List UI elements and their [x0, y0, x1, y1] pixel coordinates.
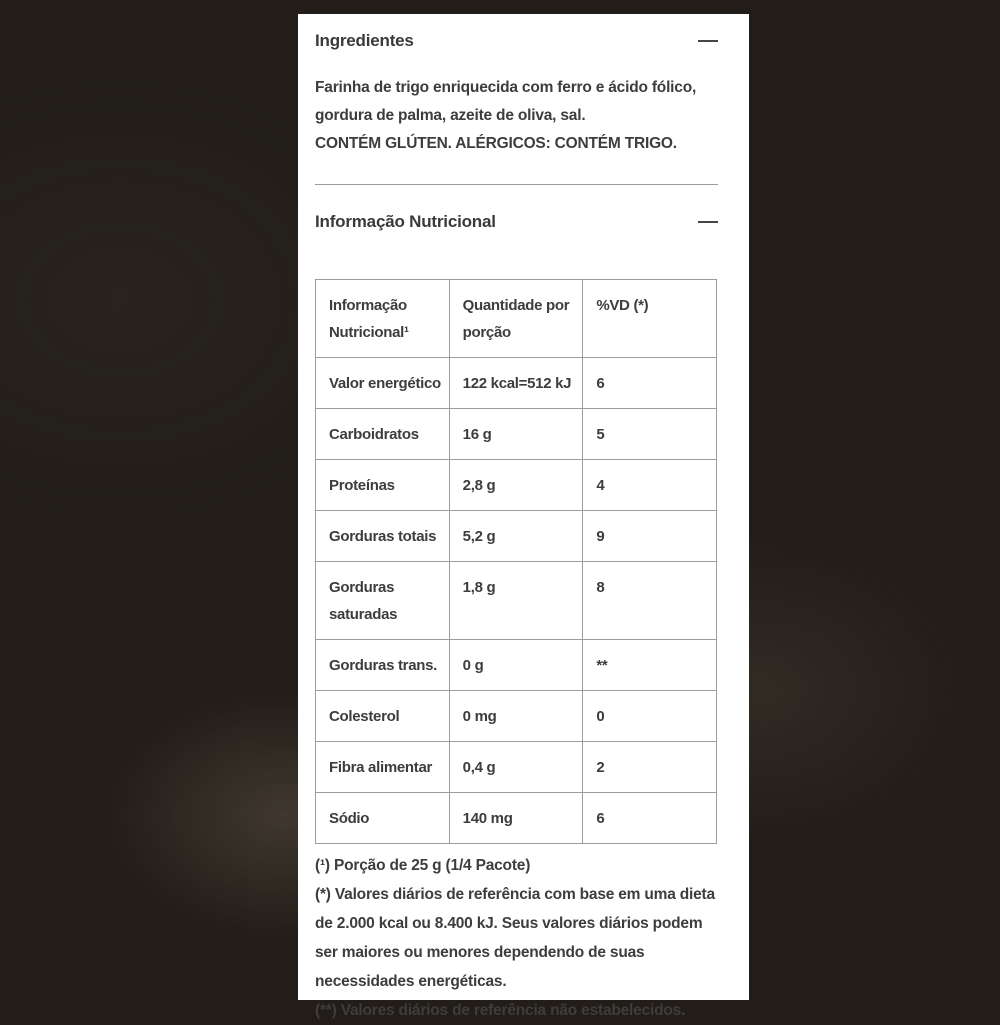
nutrition-table: [315, 279, 717, 844]
quantity-cell: 0 g: [449, 640, 583, 691]
table-row: [316, 691, 717, 742]
dv-cell: 2: [583, 742, 717, 793]
quantity-cell: 1,8 g: [449, 562, 583, 640]
dv-cell: 0: [583, 691, 717, 742]
dv-cell: 6: [583, 793, 717, 844]
dv-cell: 8: [583, 562, 717, 640]
minus-icon: [698, 40, 718, 42]
table-footnotes: [315, 851, 718, 1025]
quantity-cell: 16 g: [449, 409, 583, 460]
ingredients-text: Farinha de trigo enriquecida com ferro e ácido fólico, gordura de palma, azeite de oliva, sal.: [315, 79, 697, 124]
dv-cell: 9: [583, 511, 717, 562]
nutrient-cell: Gorduras trans.: [316, 640, 450, 691]
header-dv-column: %VD (*): [583, 280, 717, 358]
dv-cell: 5: [583, 409, 717, 460]
footnote-daily-values: (*) Valores diários de referência com base em uma dieta de 2.000 kcal ou 8.400 kJ. Seus valores diários podem ser maiores ou menores dependendo de suas necessidades energéticas.: [315, 886, 715, 990]
dv-cell: **: [583, 640, 717, 691]
nutrient-cell: Sódio: [316, 793, 450, 844]
nutrition-section-header: [315, 210, 718, 234]
dv-cell: 4: [583, 460, 717, 511]
header-quantity-column: Quantidade por porção: [449, 280, 583, 358]
table-header-row: [316, 280, 717, 358]
footnote-not-established: (**) Valores diários de referência não estabelecidos.: [315, 1002, 686, 1019]
table-row: [316, 793, 717, 844]
nutrient-cell: Fibra alimentar: [316, 742, 450, 793]
quantity-cell: 5,2 g: [449, 511, 583, 562]
table-row: [316, 358, 717, 409]
header-nutrient-column: Informação Nutricional¹: [316, 280, 450, 358]
quantity-cell: 122 kcal=512 kJ: [449, 358, 583, 409]
minus-icon: [698, 221, 718, 223]
quantity-cell: 0,4 g: [449, 742, 583, 793]
allergen-text: CONTÉM GLÚTEN. ALÉRGICOS: CONTÉM TRIGO.: [315, 135, 677, 152]
table-row: [316, 640, 717, 691]
nutrition-title: Informação Nutricional: [315, 212, 496, 231]
table-row: [316, 511, 717, 562]
ingredients-body: [315, 74, 718, 158]
quantity-cell: 0 mg: [449, 691, 583, 742]
table-row: [316, 742, 717, 793]
footnote-serving: (¹) Porção de 25 g (1/4 Pacote): [315, 857, 531, 874]
nutrient-cell: Gorduras saturadas: [316, 562, 450, 640]
quantity-cell: 140 mg: [449, 793, 583, 844]
table-row: [316, 409, 717, 460]
nutrient-cell: Colesterol: [316, 691, 450, 742]
table-row: [316, 460, 717, 511]
nutrient-cell: Proteínas: [316, 460, 450, 511]
ingredients-title: Ingredientes: [315, 31, 414, 50]
nutrient-cell: Carboidratos: [316, 409, 450, 460]
nutrient-cell: Valor energético: [316, 358, 450, 409]
ingredients-section-header: [315, 29, 718, 53]
product-info-panel: [298, 14, 749, 1019]
nutrient-cell: Gorduras totais: [316, 511, 450, 562]
dv-cell: 6: [583, 358, 717, 409]
table-row: [316, 562, 717, 640]
section-divider: [315, 184, 718, 185]
quantity-cell: 2,8 g: [449, 460, 583, 511]
collapse-ingredients-button[interactable]: [694, 33, 718, 49]
collapse-nutrition-button[interactable]: [694, 214, 718, 230]
